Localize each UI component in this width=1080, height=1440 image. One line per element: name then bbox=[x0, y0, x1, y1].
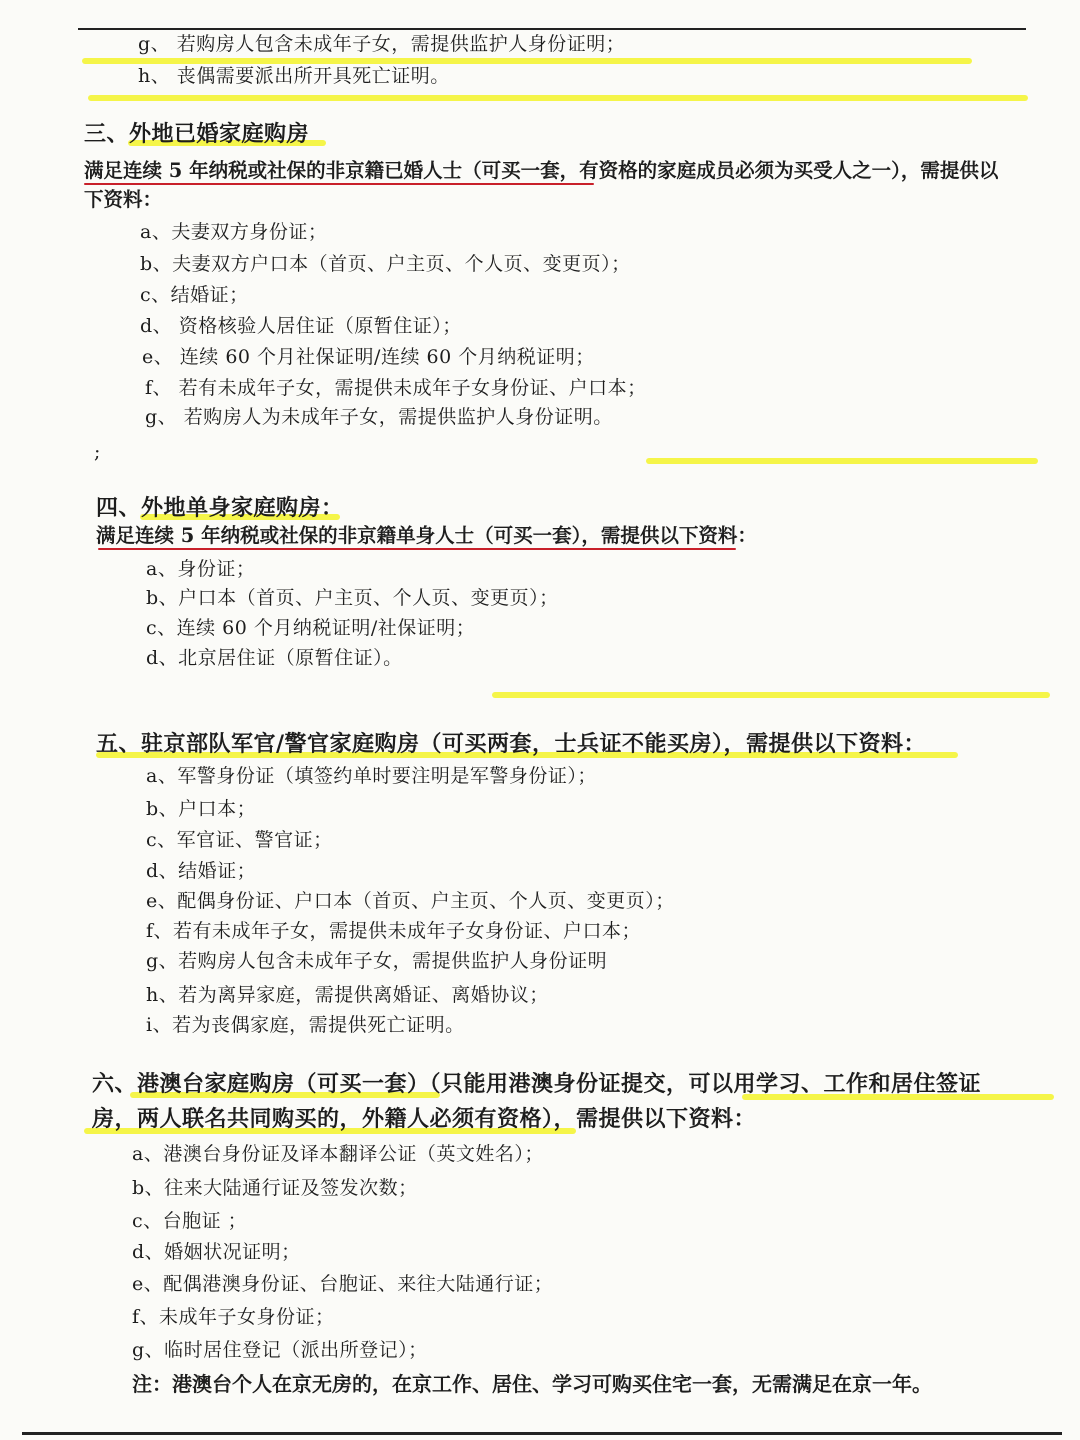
section3-heading: 三、外地已婚家庭购房 bbox=[84, 121, 310, 147]
section4-item-a: a、身份证； bbox=[146, 558, 256, 580]
section6-item-g: g、临时居住登记（派出所登记）； bbox=[132, 1339, 428, 1361]
section6-item-e: e、配偶港澳身份证、台胞证、来往大陆通行证； bbox=[132, 1273, 554, 1295]
section6-heading-line2: 房，两人联名共同购买的，外籍人必须有资格），需提供以下资料： bbox=[92, 1106, 757, 1132]
section3-item-c: c、结婚证； bbox=[140, 284, 249, 306]
section5-item-g: g、若购房人包含未成年子女，需提供监护人身份证明 bbox=[146, 950, 608, 972]
section3-item-f: f、 若有未成年子女，需提供未成年子女身份证、户口本； bbox=[145, 377, 647, 399]
section3-item-a: a、夫妻双方身份证； bbox=[140, 221, 328, 243]
red-underline bbox=[98, 548, 736, 550]
section5-item-f: f、若有未成年子女，需提供未成年子女身份证、户口本； bbox=[146, 920, 642, 942]
section4-item-d: d、北京居住证（原暂住证）。 bbox=[146, 647, 403, 669]
section5-item-a: a、军警身份证（填签约单时要注明是军警身份证）； bbox=[146, 765, 597, 787]
bottom-rule bbox=[22, 1432, 1062, 1435]
section6-note: 注：港澳台个人在京无房的，在京工作、居住、学习可购买住宅一套，无需满足在京一年。 bbox=[132, 1372, 932, 1396]
section6-item-d: d、婚姻状况证明； bbox=[132, 1241, 301, 1263]
section6-item-f: f、未成年子女身份证； bbox=[132, 1306, 335, 1328]
highlight-stroke bbox=[88, 95, 1028, 101]
section6-item-a: a、港澳台身份证及译本翻译公证（英文姓名）； bbox=[132, 1143, 544, 1165]
section3-item-d: d、 资格核验人居住证（原暂住证）； bbox=[140, 315, 462, 337]
top-item-g: g、 若购房人包含未成年子女，需提供监护人身份证明； bbox=[138, 33, 626, 55]
section3-item-e: e、 连续 60 个月社保证明/连续 60 个月纳税证明； bbox=[142, 346, 595, 368]
stray-mark: ; bbox=[94, 441, 101, 463]
section3-intro-line1: 满足连续 5 年纳税或社保的非京籍已婚人士（可买一套，有资格的家庭成员必须为买受人之一），需提供以 bbox=[84, 159, 999, 182]
top-item-h: h、 丧偶需要派出所开具死亡证明。 bbox=[138, 65, 450, 87]
section5-heading: 五、驻京部队军官/警官家庭购房（可买两套，士兵证不能买房），需提供以下资料： bbox=[96, 731, 927, 757]
section3-item-b: b、夫妻双方户口本（首页、户主页、个人页、变更页）； bbox=[140, 253, 631, 275]
highlight-stroke bbox=[646, 458, 1038, 464]
section5-item-h: h、若为离异家庭，需提供离婚证、离婚协议； bbox=[146, 984, 549, 1006]
section5-item-e: e、配偶身份证、户口本（首页、户主页、个人页、变更页）； bbox=[146, 890, 675, 912]
section4-item-c: c、连续 60 个月纳税证明/社保证明； bbox=[146, 617, 476, 639]
section6-heading-line1: 六、港澳台家庭购房（可买一套）（只能用港澳身份证提交，可以用学习、工作和居住签证 bbox=[92, 1071, 982, 1097]
section6-item-c: c、台胞证 ； bbox=[132, 1210, 248, 1232]
section5-item-d: d、结婚证； bbox=[146, 860, 257, 882]
section5-item-c: c、军官证、警官证； bbox=[146, 829, 333, 851]
section4-heading: 四、外地单身家庭购房： bbox=[96, 495, 344, 521]
section3-item-g: g、 若购房人为未成年子女，需提供监护人身份证明。 bbox=[145, 406, 613, 428]
section4-intro: 满足连续 5 年纳税或社保的非京籍单身人士（可买一套），需提供以下资料： bbox=[96, 524, 757, 547]
section6-item-b: b、往来大陆通行证及签发次数； bbox=[132, 1177, 418, 1199]
section5-item-i: i、若为丧偶家庭，需提供死亡证明。 bbox=[146, 1014, 465, 1036]
section4-item-b: b、户口本（首页、户主页、个人页、变更页）； bbox=[146, 587, 559, 609]
highlight-stroke bbox=[492, 692, 1050, 698]
section3-intro-line2: 下资料： bbox=[84, 188, 163, 211]
red-underline bbox=[84, 183, 594, 185]
section5-item-b: b、户口本； bbox=[146, 798, 257, 820]
